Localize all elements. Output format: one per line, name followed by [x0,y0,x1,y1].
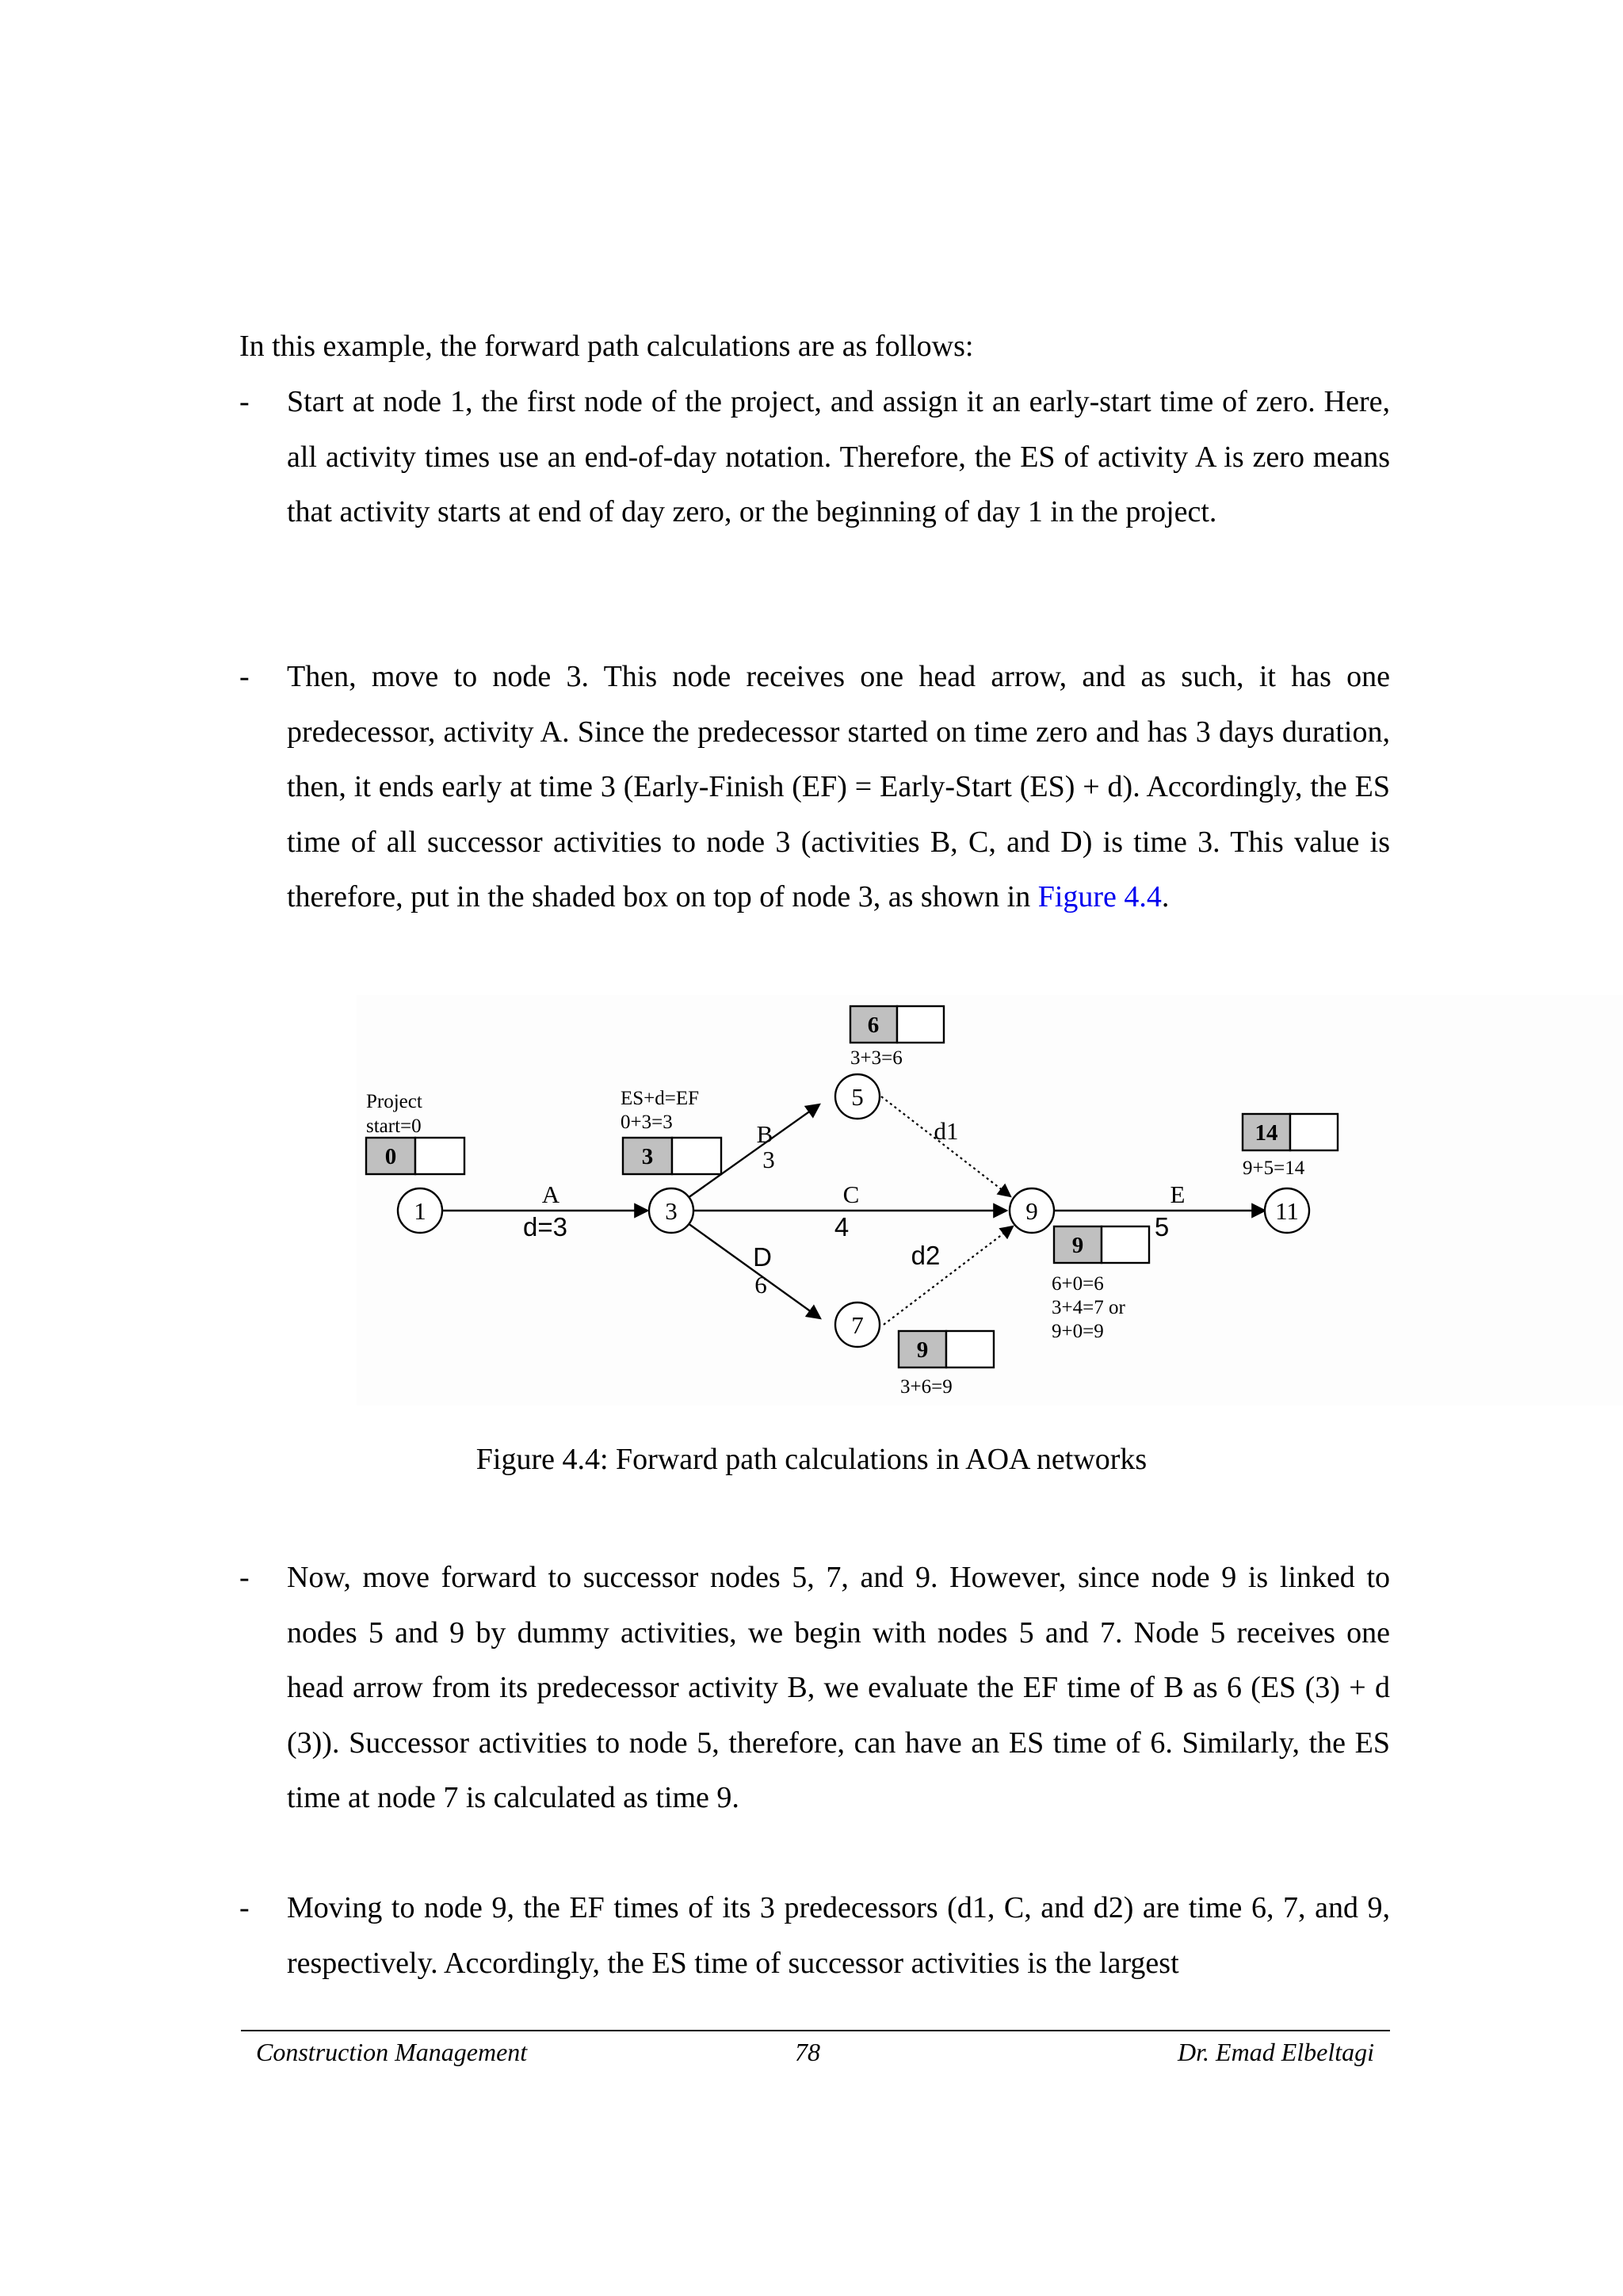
node-1-label: 1 [414,1197,426,1225]
es-box-node-3 [623,1138,721,1174]
bullet-node1-text: Start at node 1, the first node of the project, and assign it an early-start time of zero. Here, all activity times use an end-of-day notation. Therefore, the ES of activity A is zero means that activity starts at end of day zero, or the beginning of day 1 in the project. [287,385,1390,529]
node-9 [1010,1188,1054,1233]
intro-paragraph: In this example, the forward path calculations are as follows: [239,330,974,363]
node-7 [835,1302,880,1347]
activity-b-duration: 3 [762,1146,775,1173]
bullet-node9-text: Moving to node 9, the EF times of its 3 predecessors (d1, C, and d2) are time 6, 7, and 9, respectively. Accordingly, the ES time of successor activities is the largest [287,1891,1390,1980]
bullet-node9 [239,1881,1390,1991]
es-box-node-5 [850,1006,944,1043]
calc-node-9-line2: 3+4=7 or [1052,1297,1125,1318]
es-formula-label: ES+d=EF [621,1088,700,1109]
footer-left: Construction Management [256,2038,528,2066]
es-value-node-11: 14 [1254,1120,1278,1146]
es-value-node-5: 6 [867,1013,880,1038]
activity-e-label: E [1170,1180,1186,1208]
calc-node-9-line3: 9+0=9 [1052,1321,1104,1342]
node-5-label: 5 [851,1083,864,1111]
es-value-node-3: 3 [641,1144,654,1169]
aoa-network-diagram [357,995,1623,1405]
bullet-node3-text [287,650,1390,925]
bullet-node3-body: Then, move to node 3. This node receives one head arrow, and as such, it has one predecessor, activity A. Since the predecessor started on time zero and has 3 days duration, then, it ends early at time 3 (Early-Finish (EF) = Early-Start (ES) + d). Accordingly, the ES time of all successor activities to node 3 (activities B, C, and D) is time 3. This value is therefore, put in the shaded box on top of node 3, as shown in [287,660,1390,914]
calc-node-7: 3+6=9 [900,1376,953,1398]
node-3 [649,1188,693,1233]
es-box-node-9 [1054,1226,1149,1263]
project-start-label: Project [366,1091,422,1112]
footer-right: Dr. Emad Elbeltagi [1178,2038,1374,2066]
bullet-marker: - [239,660,250,693]
bullet-marker: - [239,385,250,418]
footer-rule [241,2030,1390,2031]
es-box-node-7 [899,1331,994,1367]
bullet-nodes-5-7 [239,1550,1390,1826]
bullet-marker: - [239,1891,250,1924]
activity-e-duration: 5 [1154,1212,1170,1241]
dummy-d1-label: d1 [934,1117,959,1145]
activity-a-label: A [541,1180,560,1208]
activity-b-label: B [756,1120,773,1148]
bullet-node3 [239,650,1390,925]
node-5 [835,1074,880,1119]
activity-c-duration: 4 [834,1212,850,1241]
activity-d-duration: 6 [754,1271,767,1299]
node-1 [398,1188,442,1233]
figure-caption: Figure 4.4: Forward path calculations in AOA networks [475,1443,1148,1476]
calc-node-9-line1: 6+0=6 [1052,1273,1104,1295]
node-7-label: 7 [851,1311,864,1339]
activity-a-duration: d=3 [523,1212,567,1241]
bullet-marker: - [239,1561,250,1594]
es-value-node-7: 9 [916,1337,929,1363]
node-3-label: 3 [665,1197,678,1225]
es-box-node-1 [366,1138,464,1174]
es-value-node-9: 9 [1071,1233,1084,1258]
bullet-node3-end: . [1161,880,1170,914]
calc-node-5: 3+3=6 [850,1047,903,1069]
activity-d-label: D [753,1242,772,1272]
bullet-nodes-5-7-text: Now, move forward to successor nodes 5, 7, and 9. However, since node 9 is linked to nodes 5 and 9 by dummy activities, we begin with nodes 5 and 7. Node 5 receives one head arrow from its predecessor activity B, we evaluate the EF time of B as 6 (ES (3) + d (3)). Successor activities to node 5, therefore, can have an ES time of 6. Similarly, the ES time at node 7 is calculated as time 9. [287,1561,1390,1815]
project-start-value: start=0 [366,1116,422,1137]
es-formula-value: 0+3=3 [621,1112,673,1133]
page-number: 78 [795,2038,820,2066]
calc-node-11: 9+5=14 [1243,1158,1305,1179]
node-11 [1265,1188,1309,1233]
node-11-label: 11 [1275,1197,1299,1225]
activity-c-label: C [842,1180,860,1208]
figure-4-4-link[interactable]: Figure 4.4 [1037,880,1162,914]
es-value-node-1: 0 [384,1144,397,1169]
bullet-node1 [239,375,1390,540]
dummy-d2-label: d2 [911,1241,941,1270]
es-box-node-11 [1243,1114,1338,1150]
node-9-label: 9 [1025,1197,1038,1225]
